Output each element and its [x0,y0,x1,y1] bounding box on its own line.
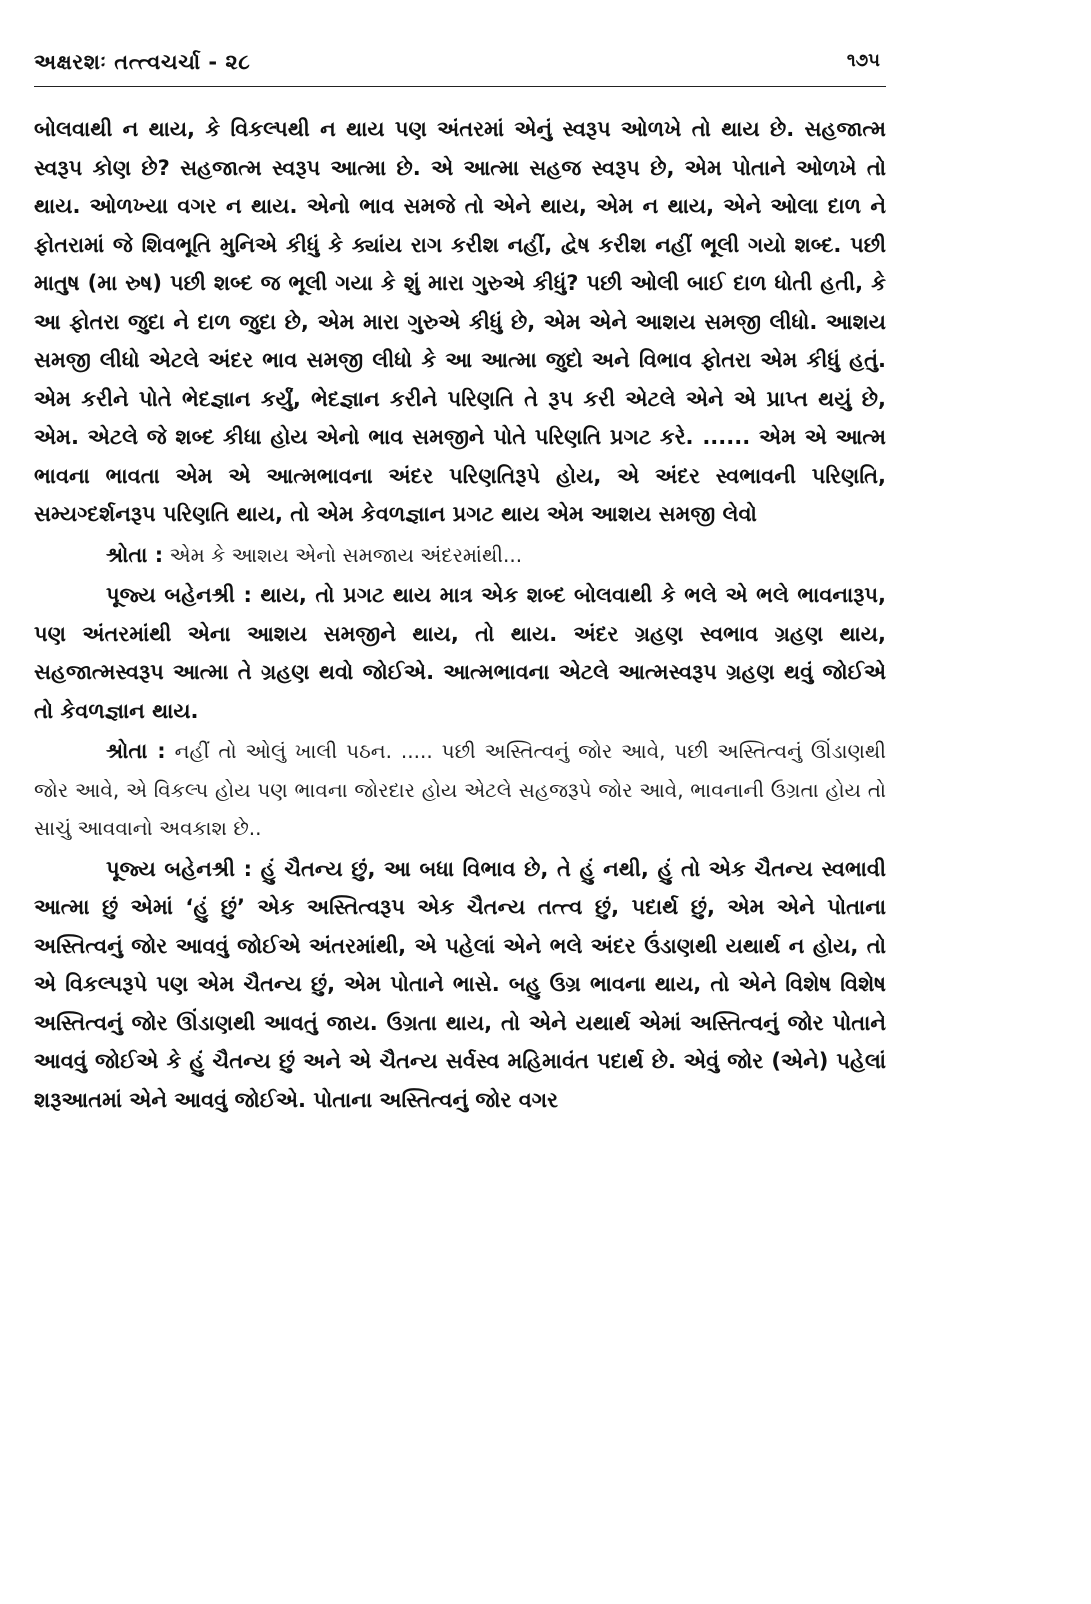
paragraph-text: નહીં તો ઓલું ખાલી પઠન. ..... પછી અસ્તિત્વનું જોર આવે, પછી અસ્તિત્વનું ઊંડાણથી જોર આવે, એ વિકલ્પ હોય પણ ભાવના જોરદાર હોય એટલે સહજરૂપે જોર આવે, ભાવનાની ઉગ્રતા હોય તો સાચું આવવાનો અવકાશ છે.. [34,739,886,840]
paragraph-text: એમ કે આશય એનો સમજાય અંદરમાંથી... [163,542,523,567]
running-header [34,50,886,87]
paragraph-bahenshri [34,576,886,730]
paragraph-text: થાય, તો પ્રગટ થાય માત્ર એક શબ્દ બોલવાથી કે ભલે એ ભલે ભાવનારૂપ, પણ અંતરમાંથી એના આશય સમજીને થાય, તો થાય. અંદર ગ્રહણ સ્વભાવ ગ્રહણ થાય, સહજાત્મસ્વરૂપ આત્મા તે ગ્રહણ થવો જોઈએ. આત્મભાવના એટલે આત્મસ્વરૂપ ગ્રહણ થવું જોઈએ તો કેવળજ્ઞાન થાય. [34,583,886,723]
paragraph-text: હું ચૈતન્ય છું, આ બધા વિભાવ છે, તે હું નથી, હું તો એક ચૈતન્ય સ્વભાવી આત્મા છું એમાં ‘હું છું’ એક અસ્તિત્વરૂપ એક ચૈતન્ય તત્ત્વ છું, પદાર્થ છું, એમ એને પોતાના અસ્તિત્વનું જોર આવવું જોઈએ અંતરમાંથી, એ પહેલાં એને ભલે અંદર ઉંડાણથી યથાર્થ ન હોય, તો એ વિકલ્પરૂપે પણ એમ ચૈતન્ય છું, એમ પોતાને ભાસે. બહુ ઉગ્ર ભાવના થાય, તો એને વિશેષ વિશેષ અસ્તિત્વનું જોર ઊંડાણથી આવતું જાય. ઉગ્રતા થાય, તો એને યથાર્થ એમાં અસ્તિત્વનું જોર પોતાને આવવું જોઈએ કે હું ચૈતન્ય છું અને એ ચૈતન્ય સર્વસ્વ મહિમાવંત પદાર્થ છે. એવું જોર (એને) પહેલાં શરૂઆતમાં એને આવવું જોઈએ. પોતાના અસ્તિત્વનું જોર વગર [34,856,886,1112]
speaker-label: પૂજ્ય બહેનશ્રી : [106,856,253,881]
speaker-label: શ્રોતા : [106,542,164,567]
speaker-label: શ્રોતા : [106,739,166,763]
running-title: અક્ષરશઃ તત્ત્વચર્ચા - ૨૮ [34,50,251,74]
speaker-label: પૂજ્ય બહેનશ્રી : [106,583,252,607]
paragraph-bahenshri [34,850,886,1120]
paragraph-listener [34,732,886,848]
paragraph-text: બોલવાથી ન થાય, કે વિકલ્પથી ન થાય પણ અંતરમાં એનું સ્વરૂપ ઓળખે તો થાય છે. સહજાત્મ સ્વરૂપ કોણ છે? સહજાત્મ સ્વરૂપ આત્મા છે. એ આત્મા સહજ સ્વરૂપ છે, એમ પોતાને ઓળખે તો થાય. ઓળખ્યા વગર ન થાય. એનો ભાવ સમજે તો એને થાય, એમ ન થાય, એને ઓલા દાળ ને ફોતરામાં જે શિવભૂતિ મુનિએ કીધું કે ક્યાંય રાગ કરીશ નહીં, દ્વેષ કરીશ નહીં ભૂલી ગયો શબ્દ. પછી માતુષ (મા રુષ) પછી શબ્દ જ ભૂલી ગયા કે શું મારા ગુરુએ કીધું? પછી ઓલી બાઈ દાળ ધોતી હતી, કે આ ફોતરા જુદા ને દાળ જુદા છે, એમ મારા ગુરુએ કીધું છે, એમ એને આશય સમજી લીધો. આશય સમજી લીધો એટલે અંદર ભાવ સમજી લીધો કે આ આત્મા જુદો અને વિભાવ ફોતરા એમ કીધું હતું. એમ કરીને પોતે ભેદજ્ઞાન કર્યું, ભેદજ્ઞાન કરીને પરિણતિ તે રૂપ કરી એટલે એને એ પ્રાપ્ત થયું છે, એમ. એટલે જે શબ્દ કીધા હોય એનો ભાવ સમજીને પોતે પરિણતિ પ્રગટ કરે. ...... એમ એ આત્મ ભાવના ભાવતા એમ એ આત્મભાવના અંદર પરિણતિરૂપે હોય, એ અંદર સ્વભાવની પરિણતિ, સમ્યગ્દર્શનરૂપ પરિણતિ થાય, તો એમ કેવળજ્ઞાન પ્રગટ થાય એમ આશય સમજી લેવો [34,117,886,526]
paragraph-continuation [34,110,886,534]
page-number: ૧૭૫ [846,50,880,71]
paragraph-listener [34,536,886,575]
page-body [34,110,886,1119]
